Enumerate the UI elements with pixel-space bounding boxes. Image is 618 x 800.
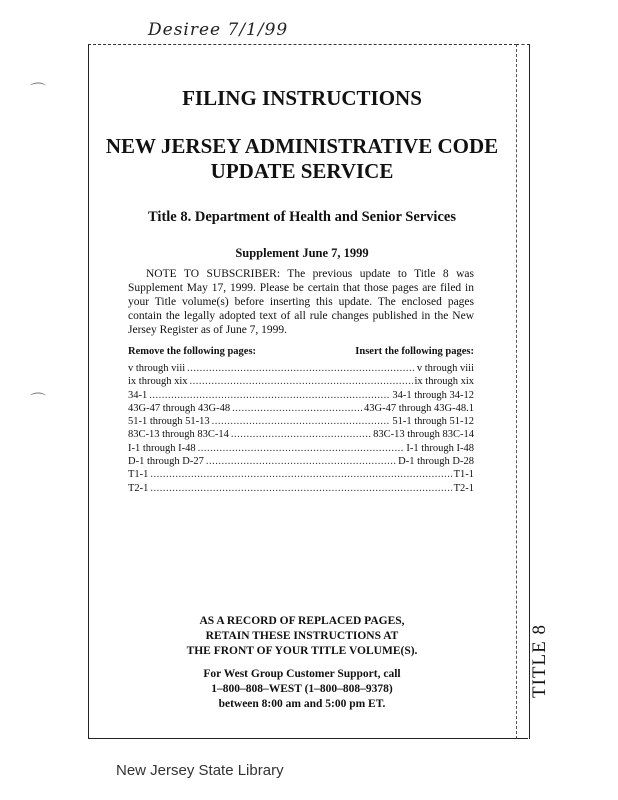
insert-cell: I-1 through I-48 — [406, 442, 474, 454]
table-headers — [128, 346, 474, 357]
code-title-line: UPDATE SERVICE — [210, 159, 394, 183]
remove-cell: T1-1 — [128, 469, 149, 481]
page-table — [128, 362, 474, 495]
supplement-date: Supplement June 7, 1999 — [235, 246, 369, 260]
table-row — [128, 415, 474, 428]
leader-dots — [198, 442, 405, 455]
remove-cell: 43G-47 through 43G-48 — [128, 402, 231, 414]
insert-cell: D-1 through D-28 — [398, 456, 474, 468]
table-row — [128, 442, 474, 455]
table-row — [128, 362, 474, 375]
leader-dots — [187, 362, 415, 375]
page-title: FILING INSTRUCTIONS — [182, 86, 422, 110]
scan-mark: ⌒ — [30, 391, 47, 410]
customer-support — [88, 667, 516, 712]
subscriber-note: NOTE TO SUBSCRIBER: The previous update to Title 8 was Supplement May 17, 1999. Please be certain that those pages are filed in your Title volume(s) before inserting this update. The enclosed pages contain the legally adopted text of all rule changes published in the New Jersey Register as of June 7, 1999. — [128, 268, 474, 336]
remove-cell: 51-1 through 51-13 — [128, 416, 210, 428]
leader-dots — [149, 389, 390, 402]
table-row — [128, 455, 474, 468]
record-line: RETAIN THESE INSTRUCTIONS AT — [205, 630, 399, 642]
code-title-line: NEW JERSEY ADMINISTRATIVE CODE — [105, 134, 499, 158]
title-subject: Title 8. Department of Health and Senior Services — [148, 209, 456, 225]
remove-cell: 83C-13 through 83C-14 — [128, 429, 229, 441]
support-line: 1–800–808–WEST (1–800–808–9378) — [211, 683, 393, 695]
side-tab — [516, 44, 530, 739]
insert-cell: 51-1 through 51-12 — [392, 416, 474, 428]
insert-cell: T2-1 — [453, 482, 474, 494]
insert-cell: T1-1 — [453, 469, 474, 481]
leader-dots — [150, 482, 451, 495]
table-row — [128, 482, 474, 495]
remove-header: Remove the following pages: — [128, 346, 257, 357]
support-line: between 8:00 am and 5:00 pm ET. — [218, 698, 386, 710]
remove-cell: ix through xix — [128, 376, 188, 388]
remove-cell: I-1 through I-48 — [128, 442, 196, 454]
leader-dots — [190, 375, 413, 388]
library-stamp: New Jersey State Library — [116, 762, 284, 779]
insert-cell: 34-1 through 34-12 — [392, 389, 474, 401]
leader-dots — [150, 468, 451, 481]
leader-dots — [206, 455, 396, 468]
leader-dots — [232, 402, 362, 415]
support-line: For West Group Customer Support, call — [203, 668, 401, 680]
insert-cell: 43G-47 through 43G-48.1 — [364, 402, 474, 414]
scan-mark: ⌒ — [30, 81, 47, 100]
insert-header: Insert the following pages: — [355, 346, 474, 357]
insert-cell: ix through xix — [414, 376, 474, 388]
leader-dots — [212, 415, 391, 428]
table-row — [128, 428, 474, 441]
bottom-rule — [88, 738, 528, 739]
table-row — [128, 468, 474, 481]
insert-cell: 83C-13 through 83C-14 — [373, 429, 474, 441]
record-line: AS A RECORD OF REPLACED PAGES, — [199, 615, 405, 627]
remove-cell: D-1 through D-27 — [128, 456, 204, 468]
table-row — [128, 389, 474, 402]
record-notice — [88, 614, 516, 659]
remove-cell: v through viii — [128, 363, 186, 374]
tab-label: TITLE 8 — [529, 624, 550, 699]
insert-cell: v through viii — [416, 363, 474, 374]
table-row — [128, 402, 474, 415]
record-line: THE FRONT OF YOUR TITLE VOLUME(S). — [186, 645, 418, 657]
remove-cell: T2-1 — [128, 482, 149, 494]
table-row — [128, 375, 474, 388]
code-title — [88, 134, 516, 184]
leader-dots — [231, 428, 371, 441]
remove-cell: 34-1 — [128, 389, 148, 401]
handwritten-note: Desiree 7/1/99 — [148, 20, 289, 40]
